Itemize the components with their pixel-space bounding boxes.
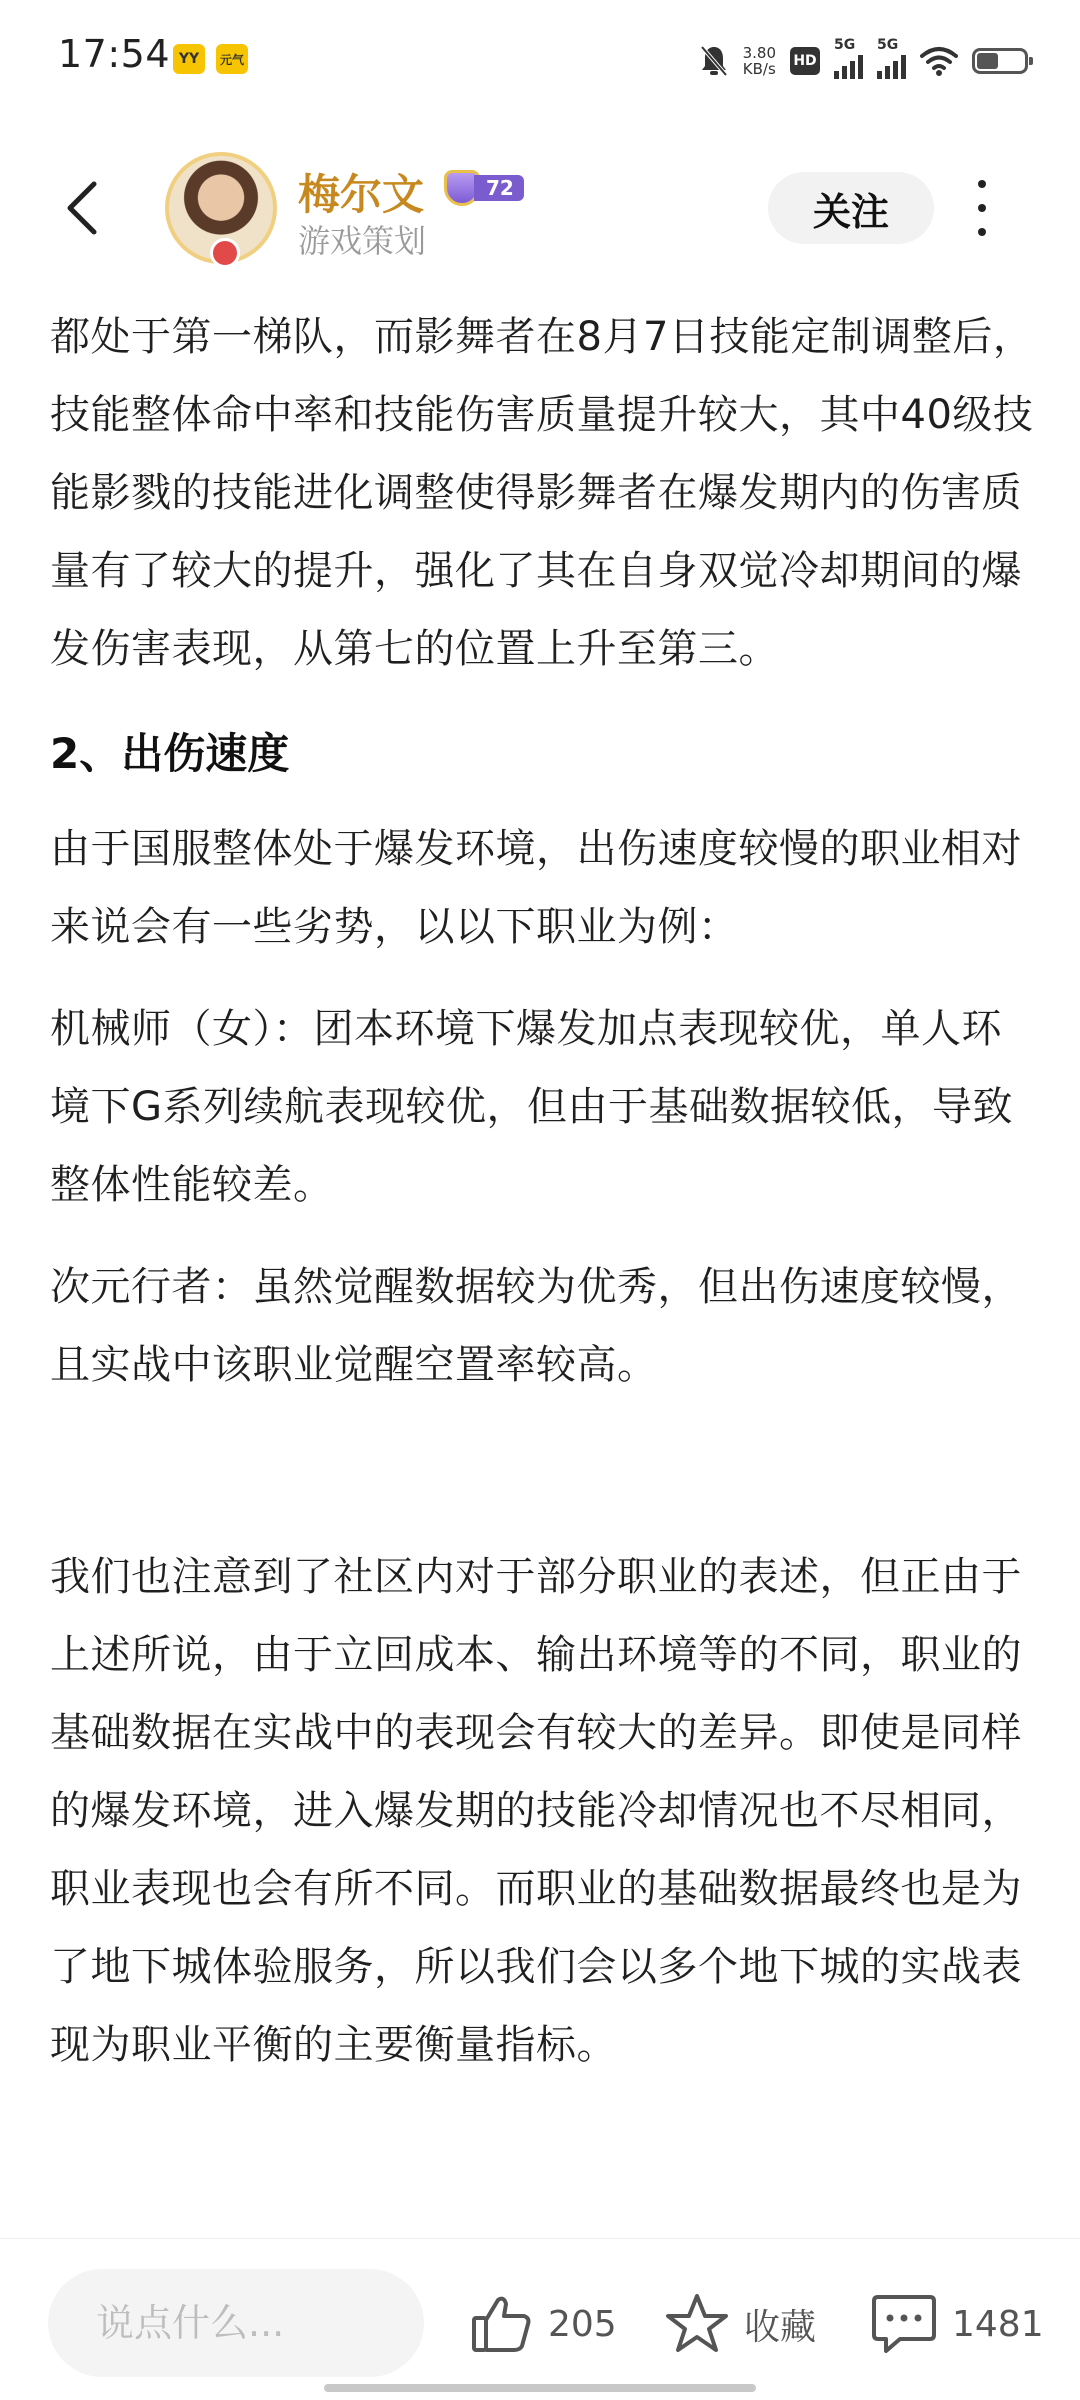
level-number: 72 [474,175,524,201]
section-heading: 2、出伤速度 [50,729,290,778]
article-paragraph: 机械师（女）：团本环境下爆发加点表现较优，单人环境下G系列续航表现较优，但由于基础数据较低，导致整体性能较差。 [50,1006,1013,1208]
battery-icon [972,48,1028,74]
wifi-icon [920,46,958,76]
follow-button[interactable]: 关注 [768,172,934,244]
like-count: 205 [548,2303,617,2345]
comment-input[interactable] [48,2269,424,2377]
more-icon[interactable] [972,180,992,236]
comment-icon [870,2293,938,2355]
article-body [50,298,1035,2108]
article-paragraph: 由于国服整体处于爆发环境，出伤速度较慢的职业相对来说会有一些劣势，以以下职业为例： [50,826,1022,950]
article-paragraph: 都处于第一梯队，而影舞者在8月7日技能定制调整后，技能整体命中率和技能伤害质量提升较大，其中40级技能影戮的技能进化调整使得影舞者在爆发期内的伤害质量有了较大的提升，强化了其在自身双觉冷却期间的爆发伤害表现，从第七的位置上升至第三。 [50,314,1034,672]
net-speed-unit: KB/s [742,60,776,78]
favorite-button[interactable] [664,2289,816,2359]
level-badge [444,170,524,206]
thumbs-up-icon [470,2294,534,2354]
author-role: 游戏策划 [298,222,427,260]
signal-sim1-icon [834,37,863,79]
sim2-label: 5G [877,37,899,53]
bottom-action-bar [0,2238,1080,2400]
article-paragraph: 次元行者：虽然觉醒数据较为优秀，但出伤速度较慢，且实战中该职业觉醒空置率较高。 [50,1264,1022,1388]
author-name[interactable]: 梅尔文 [298,170,425,219]
status-time: 17:54 [58,32,171,76]
comment-button[interactable] [870,2289,1044,2359]
yy-app-icon: YY [173,44,205,74]
back-icon[interactable] [58,178,108,238]
star-icon [664,2292,730,2356]
net-speed [743,45,776,77]
sim1-label: 5G [834,37,856,53]
home-indicator[interactable] [324,2384,756,2392]
bell-muted-icon [699,44,729,78]
like-button[interactable] [470,2289,617,2359]
signal-sim2-icon [877,37,906,79]
yuanqi-app-icon: 元气 [216,44,248,74]
verified-badge-icon [210,238,240,268]
status-bar [0,0,1080,120]
article-paragraph: 我们也注意到了社区内对于部分职业的表述，但正由于上述所说，由于立回成本、输出环境等的不同，职业的基础数据在实战中的表现会有较大的差异。即使是同样的爆发环境，进入爆发期的技能冷却情况也不尽相同，职业表现也会有所不同。而职业的基础数据最终也是为了地下城体验服务，所以我们会以多个地下城的实战表现为职业平衡的主要衡量指标。 [50,1554,1022,2068]
net-speed-value: 3.80 [742,44,776,62]
status-icons [699,36,1028,86]
post-header [0,140,1080,280]
hd-badge: HD [790,47,820,75]
favorite-label: 收藏 [744,2306,817,2348]
comment-count: 1481 [952,2303,1044,2345]
